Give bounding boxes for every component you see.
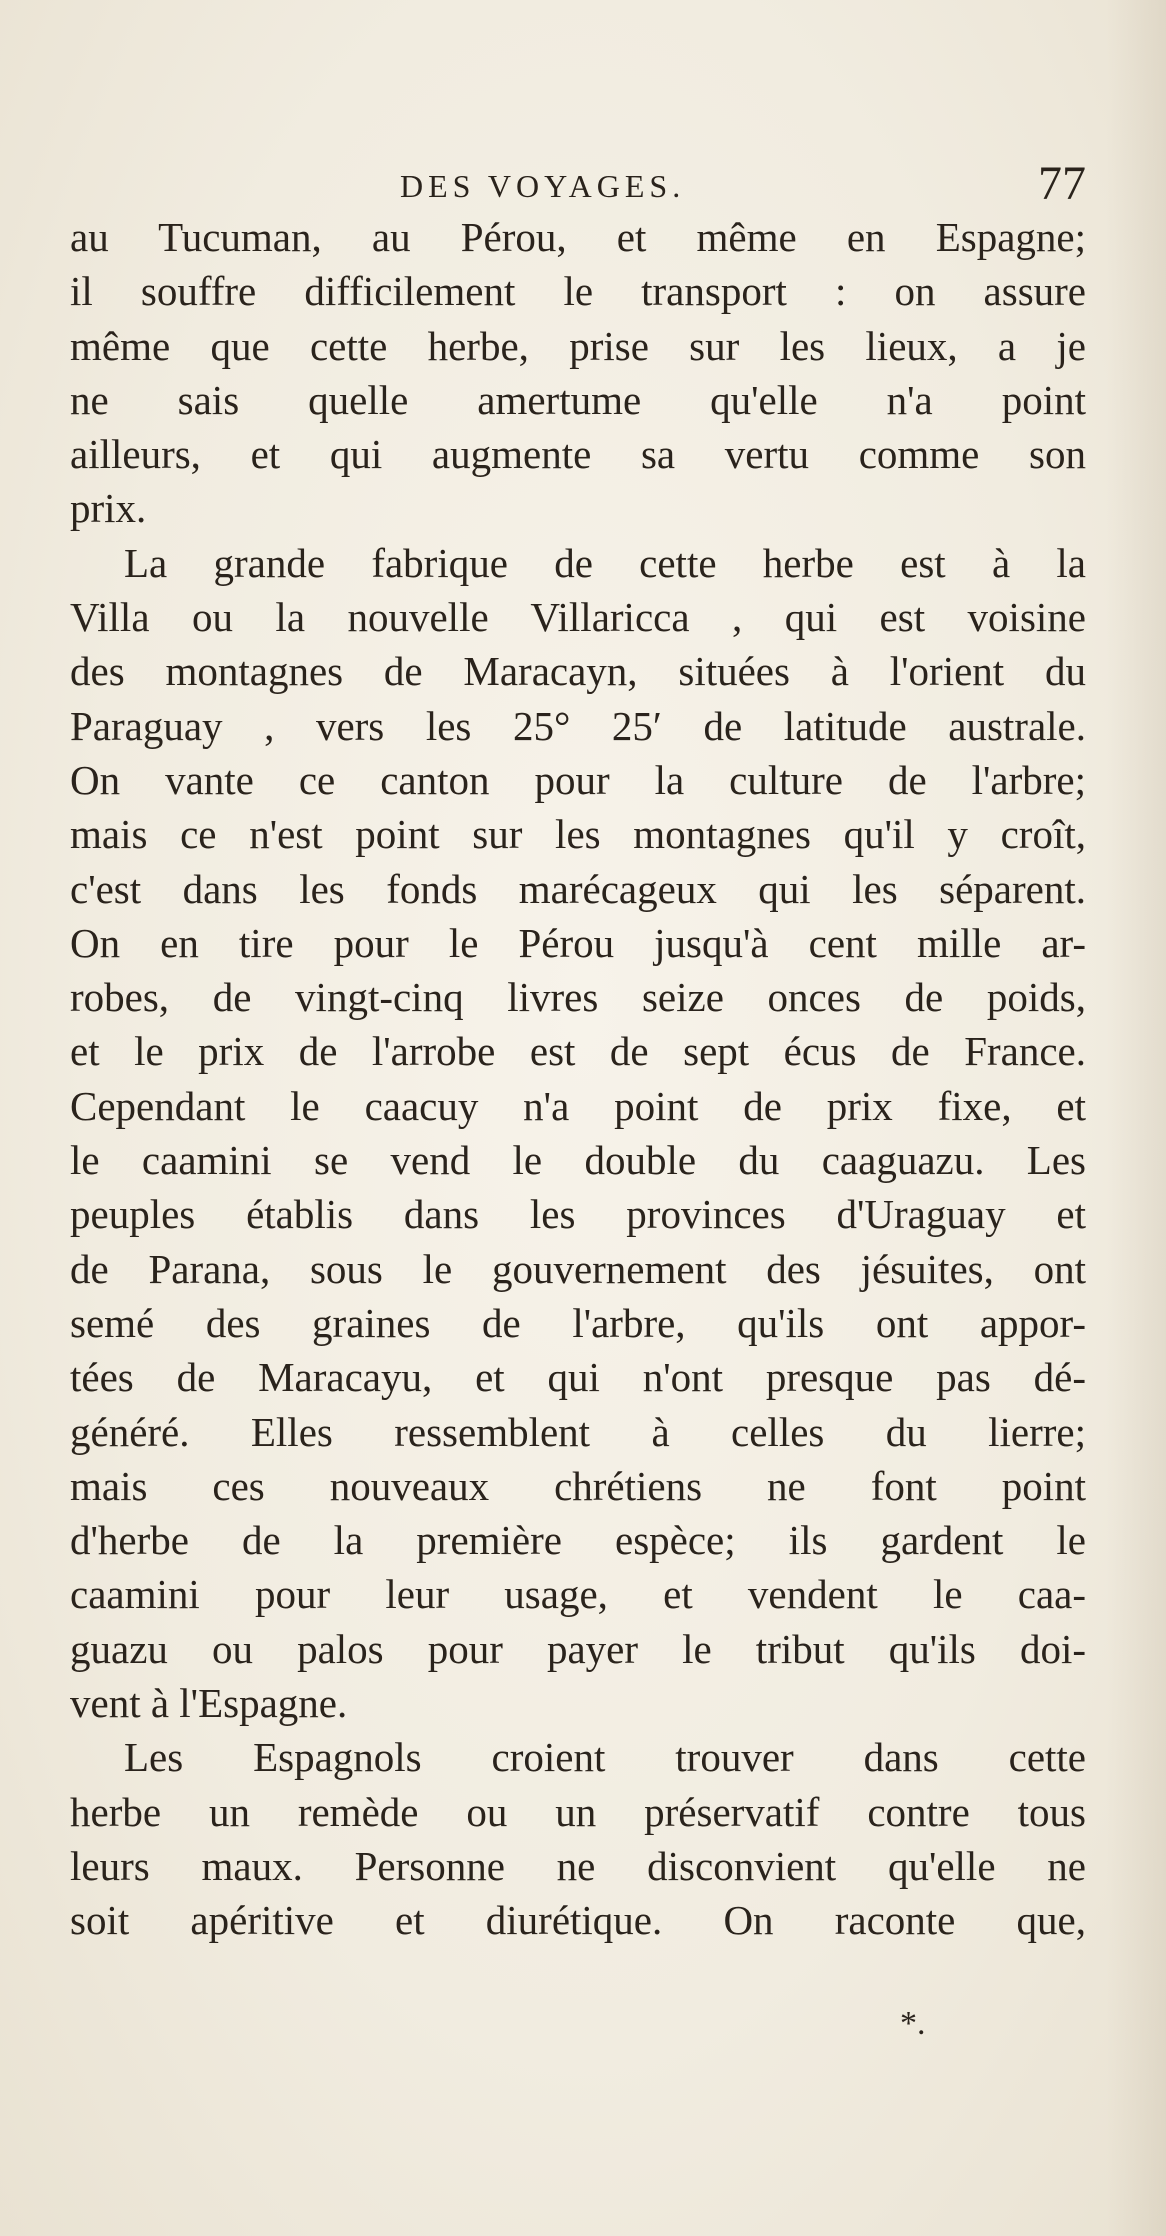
text-line: mais ce n'est point sur les montagnes qu'il y croît, <box>70 811 1086 858</box>
text-line: des montagnes de Maracayn, situées à l'orient du <box>70 648 1086 695</box>
text-line: même que cette herbe, prise sur les lieux, a je <box>70 322 1086 369</box>
text-line: soit apéritive et diurétique. On raconte que, <box>70 1897 1086 1944</box>
text-line: prix. <box>70 485 147 532</box>
running-head: DES VOYAGES. <box>400 168 686 204</box>
text-line: mais ces nouveaux chrétiens ne font point <box>70 1462 1086 1509</box>
text-line: et le prix de l'arrobe est de sept écus de France. <box>70 1028 1086 1075</box>
signature-mark: *. <box>900 2005 926 2042</box>
text-line: On en tire pour le Pérou jusqu'à cent mille ar- <box>70 919 1086 966</box>
text-line: leurs maux. Personne ne disconvient qu'elle ne <box>70 1842 1086 1889</box>
text-line: il souffre difficilement le transport : on assure <box>70 268 1086 315</box>
text-line: vent à l'Espagne. <box>70 1680 348 1727</box>
text-line: ailleurs, et qui augmente sa vertu comme son <box>70 431 1086 478</box>
text-line: d'herbe de la première espèce; ils gardent le <box>70 1517 1086 1564</box>
text-line: robes, de vingt-cinq livres seize onces de poids, <box>70 974 1086 1021</box>
text-line: Les Espagnols croient trouver dans cette <box>124 1734 1086 1781</box>
text-line: herbe un remède ou un préservatif contre tous <box>70 1788 1086 1835</box>
text-line: La grande fabrique de cette herbe est à la <box>124 539 1086 586</box>
body-text <box>70 210 1086 1948</box>
text-line: peuples établis dans les provinces d'Uraguay et <box>70 1191 1086 1238</box>
text-line: On vante ce canton pour la culture de l'arbre; <box>70 756 1086 803</box>
text-line: Villa ou la nouvelle Villaricca , qui est voisine <box>70 594 1086 641</box>
text-line: Paraguay , vers les 25° 25′ de latitude australe. <box>70 702 1086 749</box>
text-line: caamini pour leur usage, et vendent le caa- <box>70 1571 1086 1618</box>
text-line: guazu ou palos pour payer le tribut qu'ils doi- <box>70 1625 1086 1672</box>
text-line: Cependant le caacuy n'a point de prix fixe, et <box>70 1082 1086 1129</box>
text-line: au Tucuman, au Pérou, et même en Espagne; <box>70 214 1086 260</box>
text-line: tées de Maracayu, et qui n'ont presque pas dé- <box>70 1354 1086 1401</box>
page-number: 77 <box>1038 157 1086 210</box>
page-edge-shadow <box>1106 0 1166 2236</box>
text-line: ne sais quelle amertume qu'elle n'a point <box>70 376 1086 423</box>
text-line: semé des graines de l'arbre, qu'ils ont appor- <box>70 1299 1086 1346</box>
text-line: généré. Elles ressemblent à celles du lierre; <box>70 1408 1086 1455</box>
text-line: le caamini se vend le double du caaguazu. Les <box>70 1137 1086 1184</box>
text-line: c'est dans les fonds marécageux qui les séparent. <box>70 865 1086 912</box>
text-line: de Parana, sous le gouvernement des jésuites, ont <box>70 1245 1086 1292</box>
